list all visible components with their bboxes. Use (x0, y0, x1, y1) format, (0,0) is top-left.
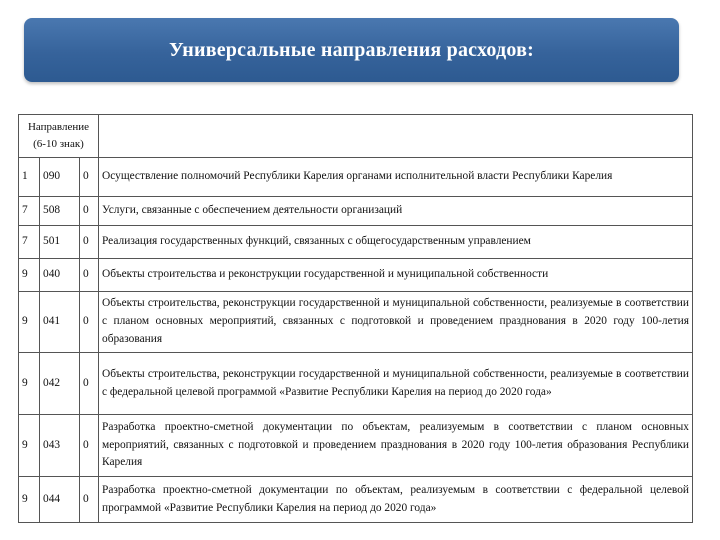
code-digit-cell: 9 (19, 259, 40, 292)
code-number-cell: 508 (40, 197, 80, 226)
description-text: Объекты строительства, реконструкции государственной и муниципальной собственности, реализуемые в соответствии с федеральной целевой программой «Развитие Республики Карелия на период до 2020 года» (102, 367, 689, 398)
code-digit-cell: 9 (19, 292, 40, 353)
description-cell (99, 353, 693, 415)
code-digit-cell: 1 (19, 158, 40, 197)
code-suffix-cell: 0 (80, 292, 99, 353)
code-suffix-cell: 0 (80, 259, 99, 292)
expense-directions-table (18, 114, 693, 523)
code-number-cell: 042 (40, 353, 80, 415)
code-number-cell: 501 (40, 226, 80, 259)
description-cell (99, 292, 693, 353)
table-row (19, 259, 693, 292)
header-empty-cell (99, 115, 693, 158)
description-cell (99, 197, 693, 226)
table-row (19, 477, 693, 523)
table-row (19, 292, 693, 353)
table-row (19, 353, 693, 415)
code-number-cell: 043 (40, 415, 80, 477)
description-cell (99, 415, 693, 477)
description-text: Разработка проектно-сметной документации по объектам, реализуемым в соответствии с федеральной целевой программой «Развитие Республики Карелия на период до 2020 года» (102, 483, 689, 514)
table-row (19, 158, 693, 197)
code-suffix-cell: 0 (80, 477, 99, 523)
code-suffix-cell: 0 (80, 158, 99, 197)
code-digit-cell: 9 (19, 477, 40, 523)
code-digit-cell: 9 (19, 415, 40, 477)
code-number-cell: 041 (40, 292, 80, 353)
description-text: Объекты строительства, реконструкции государственной и муниципальной собственности, реализуемые в соответствии с планом основных мероприятий, связанных с подготовкой и проведением празднования в 2020 году 100-летия образования (102, 297, 689, 345)
description-cell (99, 226, 693, 259)
code-number-cell: 090 (40, 158, 80, 197)
page-title: Универсальные направления расходов: (169, 38, 534, 61)
code-number-cell: 040 (40, 259, 80, 292)
description-cell (99, 477, 693, 523)
code-digit-cell: 9 (19, 353, 40, 415)
description-cell (99, 158, 693, 197)
description-cell (99, 259, 693, 292)
code-digit-cell: 7 (19, 226, 40, 259)
description-text: Объекты строительства и реконструкции государственной и муниципальной собственности (102, 268, 549, 281)
description-text: Разработка проектно-сметной документации по объектам, реализуемым в соответствии с планом основных мероприятий, связанных с подготовкой и проведением празднования в 2020 году 100-летия образования Республики Карелия (102, 420, 689, 469)
code-digit-cell: 7 (19, 197, 40, 226)
title-banner (24, 18, 679, 82)
table-row (19, 197, 693, 226)
code-suffix-cell: 0 (80, 226, 99, 259)
table-header-row (19, 115, 693, 158)
description-text: Реализация государственных функций, связанных с общегосударственным управлением (102, 235, 531, 248)
code-number-cell: 044 (40, 477, 80, 523)
code-suffix-cell: 0 (80, 353, 99, 415)
code-suffix-cell: 0 (80, 197, 99, 226)
direction-header-cell: Направление (6-10 знак) (19, 115, 99, 158)
code-suffix-cell: 0 (80, 415, 99, 477)
description-text: Осуществление полномочий Республики Карелия органами исполнительной власти Республики Карелия (102, 170, 613, 183)
table-row (19, 226, 693, 259)
description-text: Услуги, связанные с обеспечением деятельности организаций (102, 204, 403, 217)
table-row (19, 415, 693, 477)
